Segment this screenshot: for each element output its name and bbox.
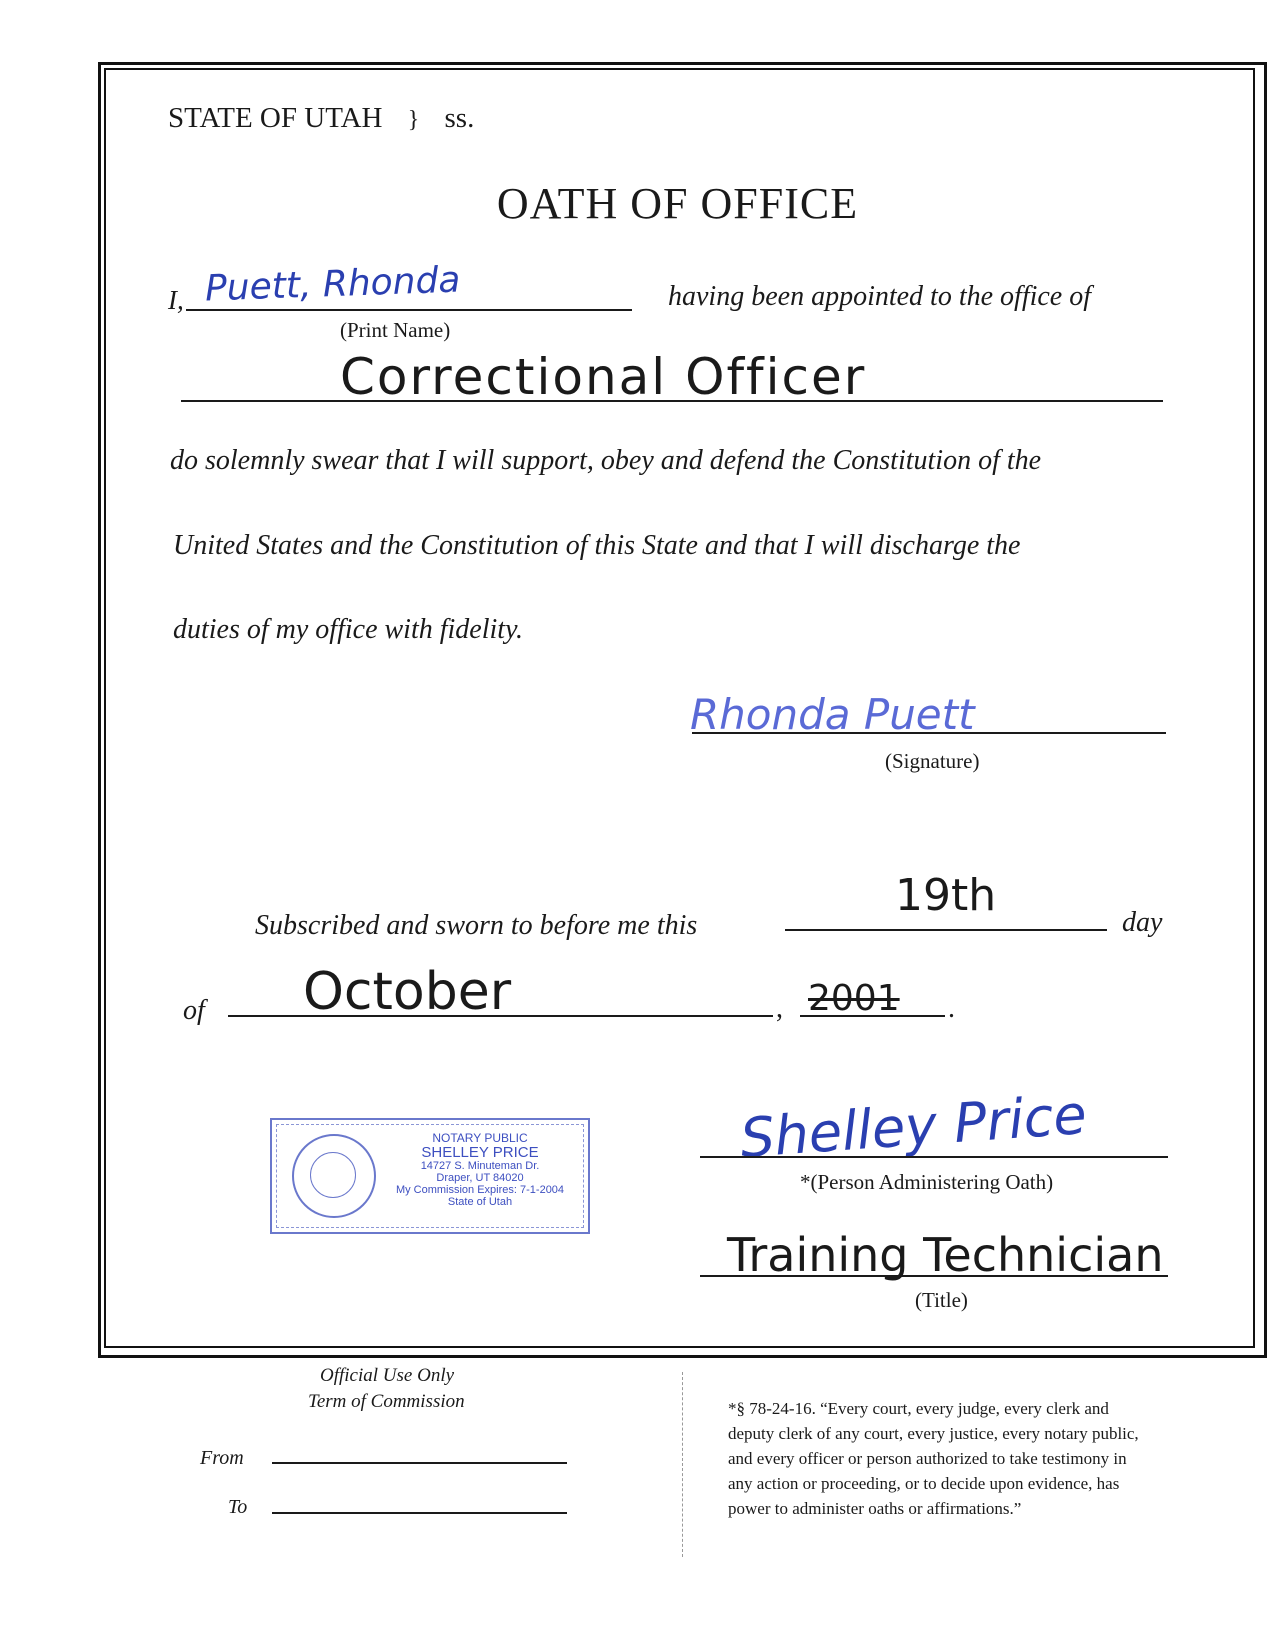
name-handwritten: Puett, Rhonda: [204, 259, 462, 310]
stamp-text: [376, 1132, 584, 1209]
title-caption: (Title): [915, 1288, 968, 1312]
day-handwritten: 19th: [895, 870, 997, 921]
brace: }: [407, 107, 420, 133]
period: .: [948, 993, 955, 1024]
signature-handwritten: Rhonda Puett: [690, 690, 975, 739]
footnote-line-2: deputy clerk of any court, every justice, every notary public,: [728, 1424, 1139, 1443]
signature-caption: (Signature): [885, 749, 980, 773]
stamp-line-4: Draper, UT 84020: [436, 1172, 524, 1185]
oath-line-3: duties of my office with fidelity.: [173, 614, 523, 645]
print-name-caption: (Print Name): [340, 318, 451, 342]
official-use-heading: Official Use Only: [320, 1365, 455, 1386]
stamp-line-2: SHELLEY PRICE: [421, 1143, 539, 1161]
stamp-line-6: State of Utah: [447, 1195, 513, 1208]
state-heading: [168, 102, 474, 135]
title-line: [700, 1275, 1168, 1277]
stamp-line-5: My Commission Expires: 7-1-2004: [395, 1183, 565, 1196]
to-label: To: [228, 1496, 248, 1518]
page-title: OATH OF OFFICE: [496, 179, 859, 228]
footnote-line-3: and every officer or person authorized to take testimony in: [728, 1449, 1127, 1468]
term-of-commission: Term of Commission: [308, 1391, 465, 1412]
stamp-line-3: 14727 S. Minuteman Dr.: [420, 1160, 540, 1173]
footer-divider: [682, 1372, 683, 1557]
ss-label: ss.: [444, 102, 475, 134]
footnote-line-1: *§ 78-24-16. “Every court, every judge, every clerk and: [728, 1399, 1109, 1418]
notary-stamp: [270, 1118, 590, 1234]
statute-footnote: [728, 1396, 1248, 1521]
comma: ,: [776, 993, 783, 1024]
oath-line-2: United States and the Constitution of this State and that I will discharge the: [173, 530, 1021, 561]
sworn-text: Subscribed and sworn to before me this: [255, 910, 698, 941]
state-name: STATE OF UTAH: [168, 102, 383, 134]
state-seal-icon: [292, 1134, 376, 1218]
signature-line: [692, 732, 1166, 734]
administrator-caption: *(Person Administering Oath): [800, 1170, 1054, 1194]
day-line: [785, 929, 1107, 931]
year-handwritten: 2001: [808, 978, 900, 1019]
to-line: [272, 1512, 567, 1514]
name-line: [186, 309, 632, 311]
footnote-line-5: power to administer oaths or affirmations.”: [728, 1499, 1022, 1518]
of-label: of: [183, 995, 205, 1026]
administrator-line: [700, 1156, 1168, 1158]
title-handwritten: Training Technician: [727, 1228, 1164, 1282]
i-prefix: I,: [168, 285, 184, 315]
stamp-line-1: NOTARY PUBLIC: [432, 1131, 528, 1145]
from-line: [272, 1462, 567, 1464]
month-handwritten: October: [303, 962, 512, 1022]
day-label: day: [1122, 907, 1163, 938]
office-handwritten: Correctional Officer: [340, 348, 867, 406]
footnote-line-4: any action or proceeding, or to decide upon evidence, has: [728, 1474, 1120, 1493]
from-label: From: [200, 1447, 244, 1469]
administrator-signature: Shelley Price: [738, 1082, 1089, 1171]
oath-line-1: do solemnly swear that I will support, obey and defend the Constitution of the: [170, 445, 1042, 476]
appointed-text: having been appointed to the office of: [668, 281, 1092, 312]
